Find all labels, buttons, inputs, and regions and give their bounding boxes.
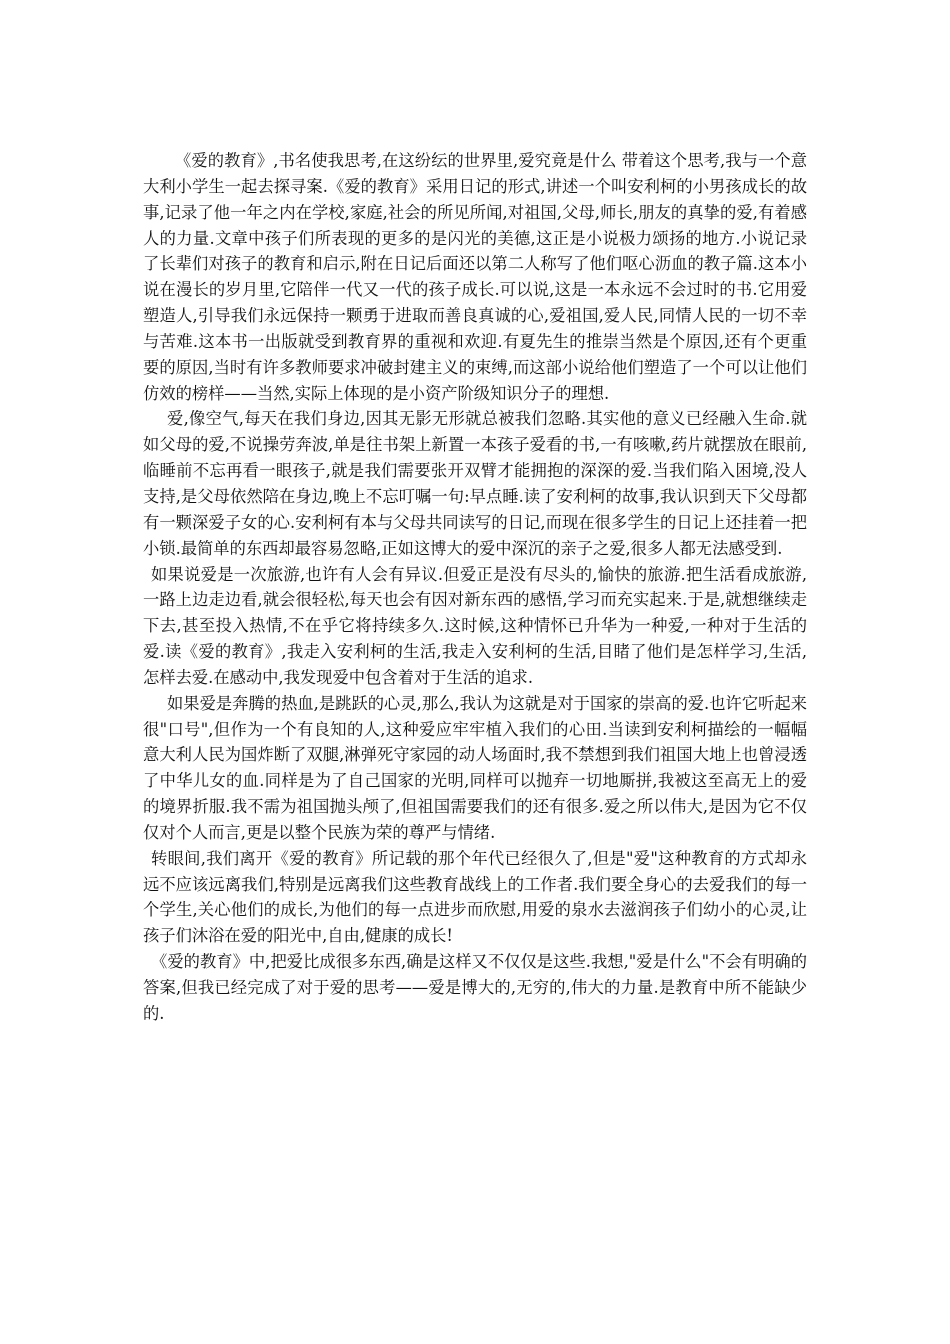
paragraph-1: 《爱的教育》,书名使我思考,在这纷纭的世界里,爱究竟是什么 带着这个思考,我与一个意大利小学生一起去探寻案.《爱的教育》采用日记的形式,讲述一个叫安利柯的小男孩成长的故事,记录了他一年之内在学校,家庭,社会的所见所闻,对祖国,父母,师长,朋友的真挚的爱,有着感人的力量.文章中孩子们所表现的更多的是闪光的美德,这正是小说极力颂扬的地方.小说记录了长辈们对孩子的教育和启示,附在日记后面还以第二人称写了他们呕心沥血的教子篇.这本小说在漫长的岁月里,它陪伴一代又一代的孩子成长.可以说,这是一本永远不会过时的书.它用爱塑造人,引导我们永远保持一颗勇于进取而善良真诚的心,爱祖国,爱人民,同情人民的一切不幸与苦难.这本书一出版就受到教育界的重视和欢迎.有夏先生的推崇当然是个原因,还有个更重要的原因,当时有许多教师要求冲破封建主义的束缚,而这部小说给他们塑造了一个可以让他们仿效的榜样——当然,实际上体现的是小资产阶级知识分子的理想.	[143, 151, 807, 403]
article-body	[143, 148, 807, 1027]
paragraph-4: 如果爱是奔腾的热血,是跳跃的心灵,那么,我认为这就是对于国家的崇高的爱.也许它听起来很"口号",但作为一个有良知的人,这种爱应牢牢植入我们的心田.当读到安利柯描绘的一幅幅意大利人民为国炸断了双腿,淋弹死守家园的动人场面时,我不禁想到我们祖国大地上也曾浸透了中华儿女的血.同样是为了自己国家的光明,同样可以抛弃一切地厮拼,我被这至高无上的爱的境界折服.我不需为祖国抛头颅了,但祖国需要我们的还有很多.爱之所以伟大,是因为它不仅仅对个人而言,更是以整个民族为荣的尊严与情绪.	[143, 693, 807, 842]
paragraph-2: 爱,像空气,每天在我们身边,因其无影无形就总被我们忽略.其实他的意义已经融入生命.就如父母的爱,不说操劳奔波,单是往书架上新置一本孩子爱看的书,一有咳嗽,药片就摆放在眼前,临睡前不忘再看一眼孩子,就是我们需要张开双臂才能拥抱的深深的爱.当我们陷入困境,没人支持,是父母依然陪在身边,晚上不忘叮嘱一句:早点睡.读了安利柯的故事,我认识到天下父母都有一颗深爱子女的心.安利柯有本与父母共同读写的日记,而现在很多学生的日记上还挂着一把小锁.最简单的东西却最容易忽略,正如这博大的爱中深沉的亲子之爱,很多人都无法感受到.	[143, 409, 807, 558]
paragraph-5: 转眼间,我们离开《爱的教育》所记载的那个年代已经很久了,但是"爱"这种教育的方式却永远不应该远离我们,特别是远离我们这些教育战线上的工作者.我们要全身心的去爱我们的每一个学生,关心他们的成长,为他们的每一点进步而欣慰,用爱的泉水去滋润孩子们幼小的心灵,让孩子们沐浴在爱的阳光中,自由,健康的成长!	[143, 848, 807, 946]
paragraph-6: 《爱的教育》中,把爱比成很多东西,确是这样又不仅仅是这些.我想,"爱是什么"不会有明确的答案,但我已经完成了对于爱的思考——爱是博大的,无穷的,伟大的力量.是教育中所不能缺少的.	[143, 952, 807, 1023]
paragraph-3: 如果说爱是一次旅游,也许有人会有异议.但爱正是没有尽头的,愉快的旅游.把生活看成旅游,一路上边走边看,就会很轻松,每天也会有因对新东西的感悟,学习而充实起来.于是,就想继续走下去,甚至投入热情,不在乎它将持续多久.这时候,这种情怀已升华为一种爱,一种对于生活的爱.读《爱的教育》,我走入安利柯的生活,我走入安利柯的生活,目睹了他们是怎样学习,生活,怎样去爱.在感动中,我发现爱中包含着对于生活的追求.	[143, 564, 807, 687]
